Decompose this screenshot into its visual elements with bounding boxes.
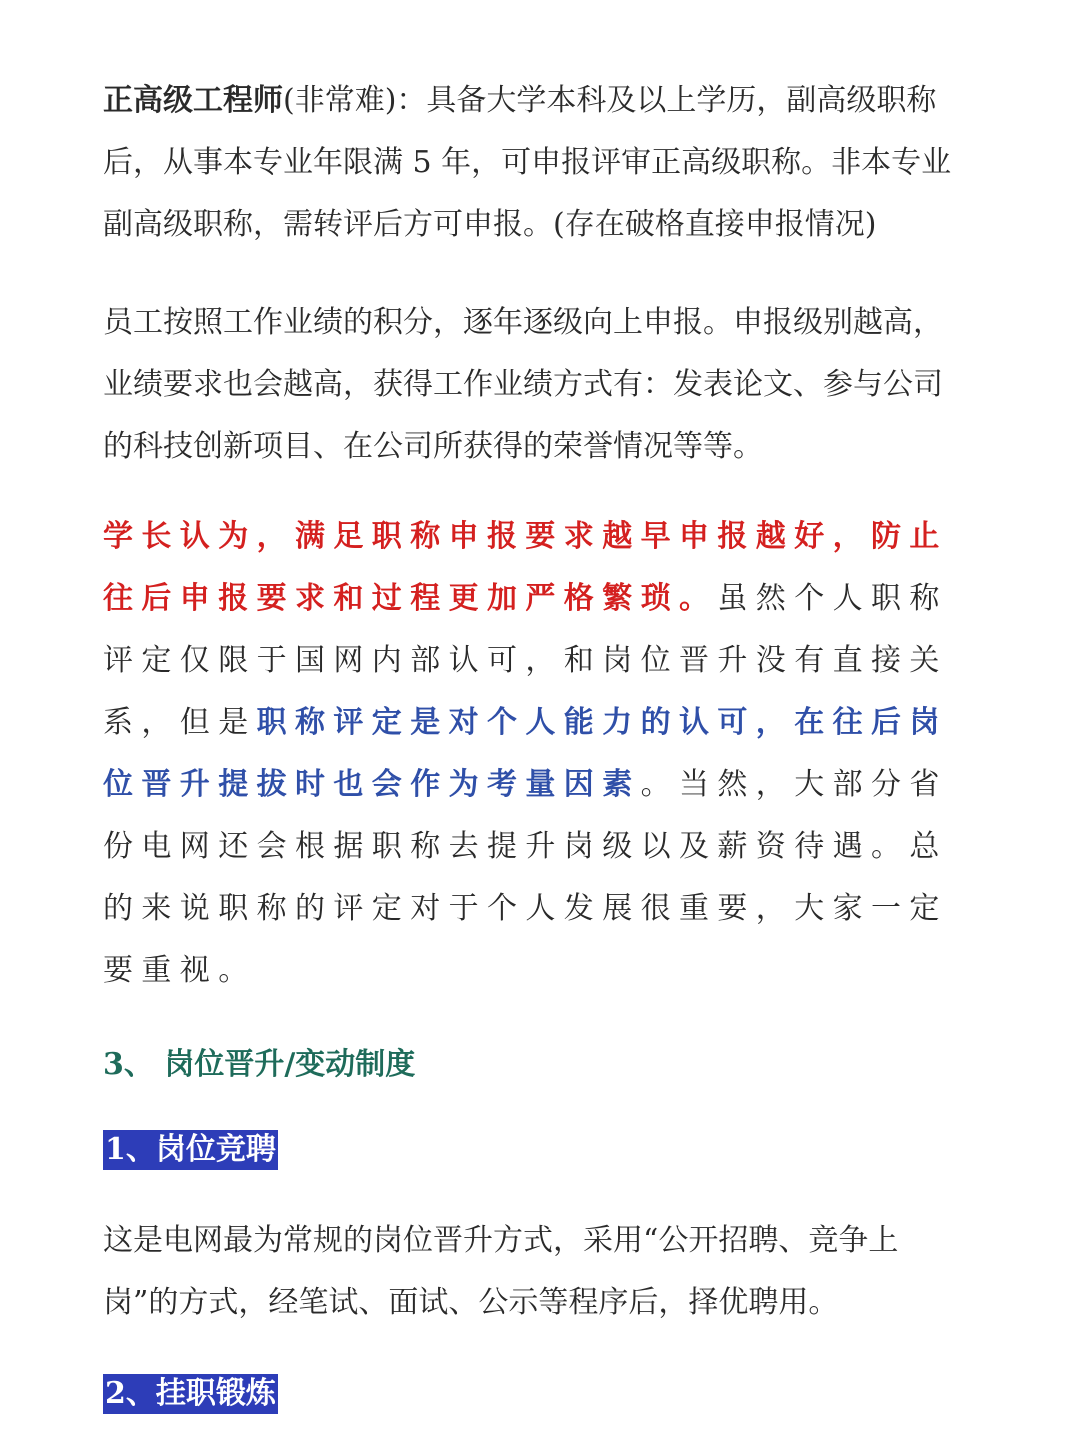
senior-engineer-description: (非常难)：具备大学本科及以上学历，副高级职称后，从事本专业年限满 5 年，可申报评审正高级职称。非本专业副高级职称，需转评后方可申报。(存在破格直接申报情况) [103, 83, 952, 242]
advice-text-1: 虽然个人职称评定仅限于国网内部认可，和岗位晋升没有直接关系，但是 [103, 581, 948, 740]
performance-points-text: 员工按照工作业绩的积分，逐年逐级向上申报。申报级别越高，业绩要求也会越高，获得工作业绩方式有：发表论文、参与公司的科技创新项目、在公司所获得的荣誉情况等等。 [103, 305, 943, 464]
subheading-wrapper-1 [103, 1130, 953, 1180]
paragraph-job-competition [103, 1210, 953, 1334]
paragraph-senior-engineer [103, 70, 953, 256]
paragraph-advice [103, 506, 953, 1002]
subheading-wrapper-2 [103, 1374, 953, 1424]
highlight-blue-recognition: 职称评定是对个人能力的认可，在往后岗位晋升提拔时也会作为考量因素 [103, 705, 948, 802]
advice-text-2: 。当然，大部分省份电网还会根据职称去提升岗级以及薪资待遇。总的来说职称的评定对于个人发展很重要，大家一定要重视。 [103, 767, 948, 988]
section-heading-promotion: 3、 岗位晋升/变动制度 [103, 1047, 416, 1082]
document-page [103, 70, 953, 1424]
highlight-red-advice: 学长认为，满足职称申报要求越早申报越好，防止往后申报要求和过程更加严格繁琐。 [103, 519, 948, 616]
subheading-temporary-post: 2、挂职锻炼 [103, 1374, 278, 1414]
job-competition-text: 这是电网最为常规的岗位晋升方式，采用“公开招聘、竞争上岗”的方式，经笔试、面试、公示等程序后，择优聘用。 [103, 1223, 899, 1320]
subheading-job-competition: 1、岗位竞聘 [103, 1130, 278, 1170]
paragraph-performance-points [103, 292, 953, 478]
term-senior-engineer: 正高级工程师 [103, 83, 283, 118]
